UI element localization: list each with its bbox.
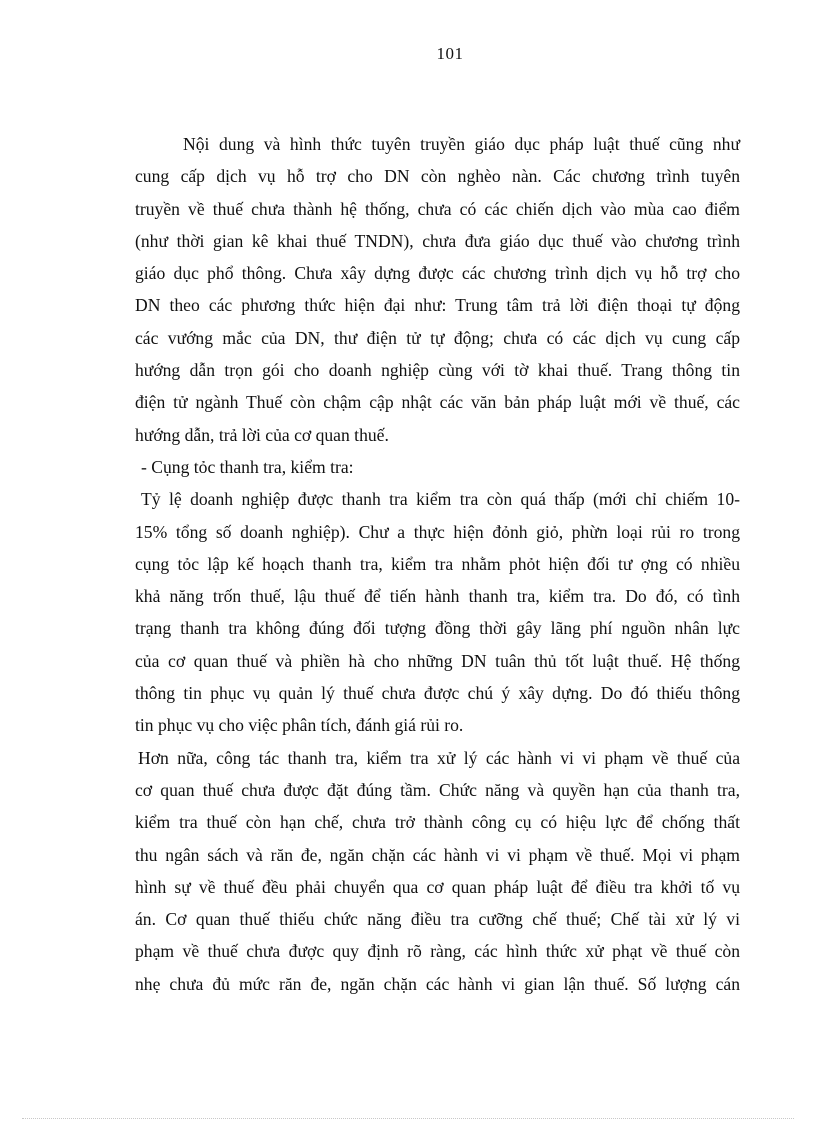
text-line: thông tin phục vụ quản lý thuế chưa được chú ý xây dựng. Do đó thiếu thông (135, 683, 740, 704)
text-line: 15% tổng số doanh nghiệp). Chư a thực hiện đỏnh giỏ, phừn loại rủi ro trong (135, 521, 740, 542)
text-line: Hơn nữa, công tác thanh tra, kiểm tra xử lý các hành vi vi phạm về thuế của (138, 747, 740, 768)
text-line: điện tử ngành Thuế còn chậm cập nhật các văn bản pháp luật mới về thuế, các (135, 392, 740, 413)
text-line: Nội dung và hình thức tuyên truyền giáo dục pháp luật thuế cũng như (183, 134, 740, 154)
text-line: kiểm tra thuế còn hạn chế, chưa trở thành công cụ có hiệu lực để chống thất (135, 812, 740, 833)
text-line: hướng dẫn, trả lời của cơ quan thuế. (135, 424, 389, 445)
text-line: của cơ quan thuế và phiền hà cho những DN tuân thủ tốt luật thuế. Hệ thống (135, 650, 740, 671)
text-line: hướng dẫn trọn gói cho doanh nghiệp cùng với tờ khai thuế. Trang thông tin (135, 360, 740, 381)
text-line: khả năng trốn thuế, lậu thuế để tiến hành thanh tra, kiểm tra. Do đó, có tình (135, 586, 740, 607)
text-line: nhẹ chưa đủ mức răn đe, ngăn chặn các hành vi gian lận thuế. Số lượng cán (135, 973, 740, 994)
text-line: án. Cơ quan thuế thiếu chức năng điều tra cưỡng chế thuế; Chế tài xử lý vi (135, 909, 740, 930)
text-line: cung cấp dịch vụ hỗ trợ cho DN còn nghèo nàn. Các chương trình tuyên (135, 166, 740, 187)
text-line: hình sự về thuế đều phải chuyển qua cơ quan pháp luật để điều tra khởi tố vụ (135, 876, 740, 897)
section-heading: - Cụng tỏc thanh tra, kiểm tra: (141, 456, 354, 477)
text-line: các vướng mắc của DN, thư điện tử tự động; chưa có các dịch vụ cung cấp (135, 327, 740, 348)
text-line: thu ngân sách và răn đe, ngăn chặn các hành vi vi phạm về thuế. Mọi vi phạm (135, 844, 740, 865)
text-line: truyền về thuế chưa thành hệ thống, chưa có các chiến dịch vào mùa cao điểm (135, 198, 740, 219)
text-line: tin phục vụ cho việc phân tích, đánh giá rủi ro. (135, 715, 464, 736)
text-line: giáo dục phổ thông. Chưa xây dựng được các chương trình dịch vụ hỗ trợ cho (135, 263, 740, 284)
page-bottom-divider (22, 1118, 794, 1119)
text-line: cơ quan thuế chưa được đặt đúng tầm. Chức năng và quyền hạn của thanh tra, (135, 779, 740, 800)
text-line: DN theo các phương thức hiện đại như: Trung tâm trả lời điện thoại tự động (135, 295, 740, 316)
text-line: Tỷ lệ doanh nghiệp được thanh tra kiểm tra còn quá thấp (mới chỉ chiếm 10- (141, 489, 740, 510)
document-body (135, 128, 740, 1000)
page-number: 101 (436, 44, 464, 63)
text-line: (như thời gian kê khai thuế TNDN), chưa đưa giáo dục thuế vào chương trình (135, 230, 740, 251)
text-line: trạng thanh tra không đúng đối tượng đồng thời gây lãng phí nguồn nhân lực (135, 618, 740, 639)
text-line: cụng tỏc lập kế hoạch thanh tra, kiểm tra nhằm phỏt hiện đối tư ợng có nhiều (135, 553, 740, 574)
text-line: phạm về thuế chưa được quy định rõ ràng, các hình thức xử phạt về thuế còn (135, 941, 740, 962)
